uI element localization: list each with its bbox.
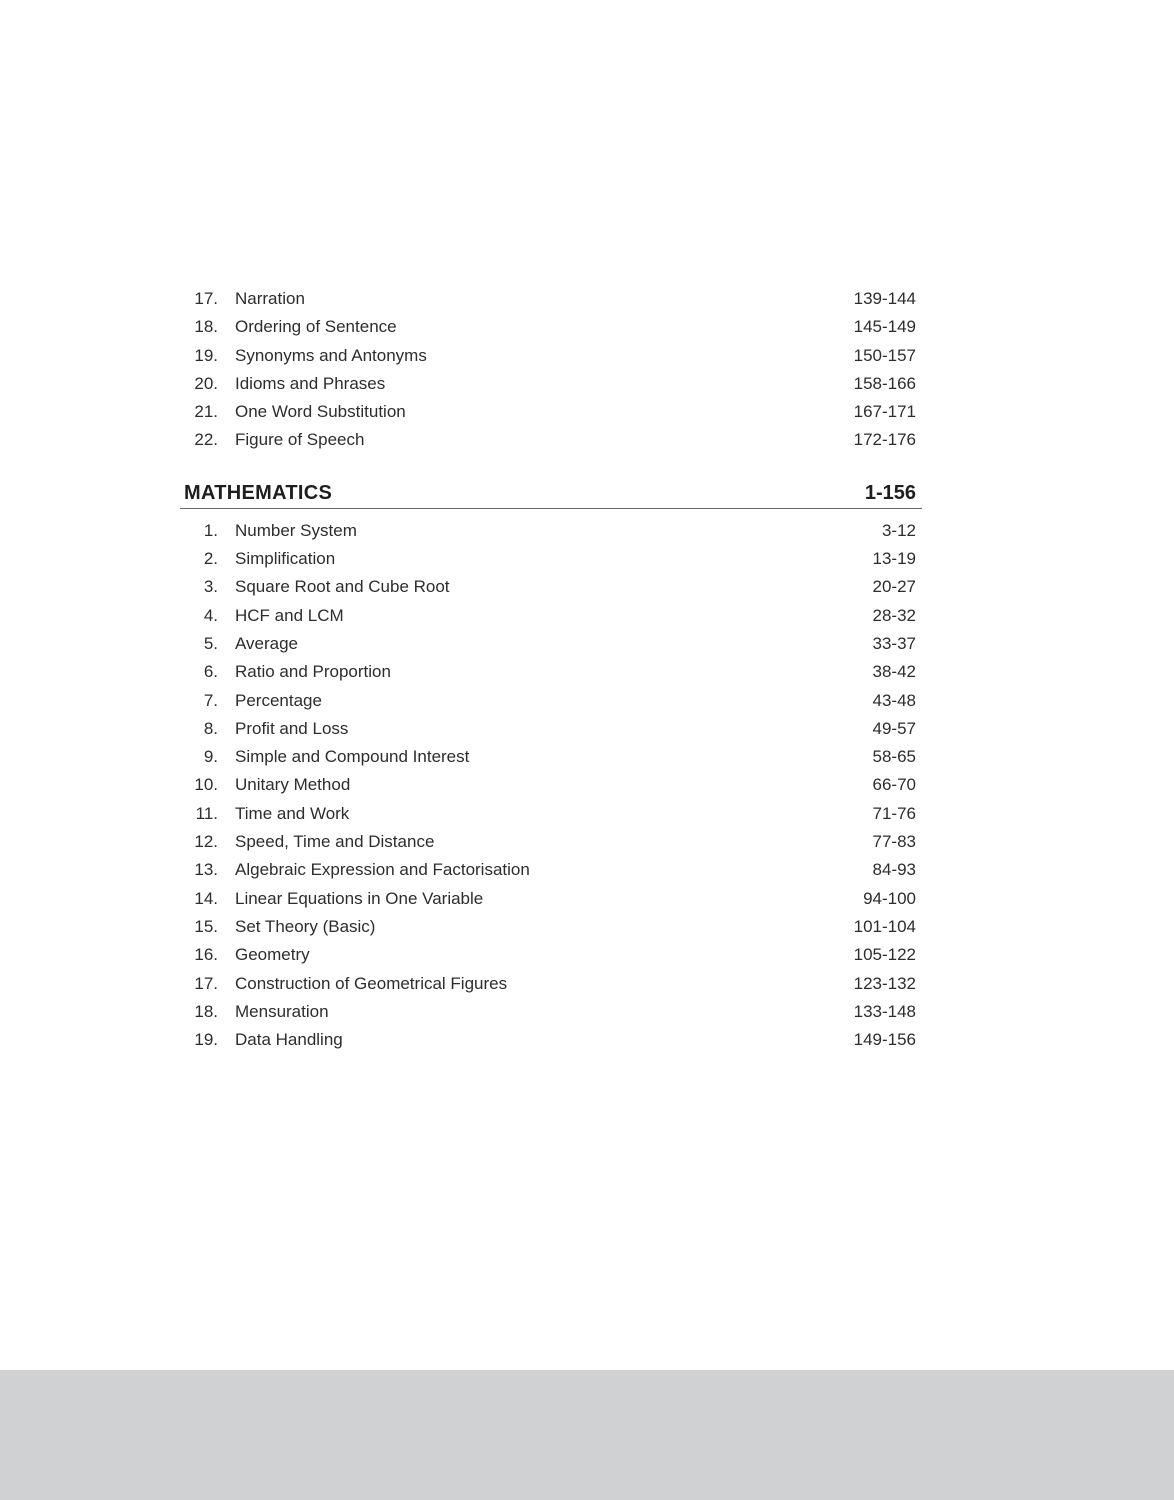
entry-pages: 3-12 xyxy=(881,520,916,540)
entry-title: Profit and Loss xyxy=(235,718,349,738)
entry-pages: 84-93 xyxy=(872,860,916,880)
entry-title: Algebraic Expression and Factorisation xyxy=(235,860,530,880)
entry-number: 20. xyxy=(194,373,218,393)
entry-number: 6. xyxy=(203,662,218,682)
entry-number: 13. xyxy=(194,860,218,880)
entry-pages: 145-149 xyxy=(853,317,916,337)
entry-number: 1. xyxy=(203,520,218,540)
entry-title: HCF and LCM xyxy=(235,605,344,625)
entry-title: Idioms and Phrases xyxy=(235,373,386,393)
toc-entry xyxy=(180,998,922,1026)
entry-pages: 28-32 xyxy=(872,605,916,625)
toc-entry xyxy=(180,573,922,601)
entry-pages: 43-48 xyxy=(872,690,916,710)
entry-number: 22. xyxy=(194,430,218,450)
entry-pages: 133-148 xyxy=(853,1001,916,1021)
entry-pages: 150-157 xyxy=(853,345,916,365)
entry-number: 2. xyxy=(203,549,218,569)
toc-entry xyxy=(180,426,922,454)
entry-number: 19. xyxy=(194,1030,218,1050)
table-of-contents xyxy=(180,285,922,1054)
entry-number: 10. xyxy=(194,775,218,795)
entry-title: Construction of Geometrical Figures xyxy=(235,973,508,993)
entry-title: Linear Equations in One Variable xyxy=(235,888,484,908)
entry-title: Set Theory (Basic) xyxy=(235,916,376,936)
entry-title: Figure of Speech xyxy=(235,430,365,450)
entry-pages: 49-57 xyxy=(872,718,916,738)
entry-number: 9. xyxy=(203,747,218,767)
previous-section-list xyxy=(180,285,922,455)
entry-title: Ordering of Sentence xyxy=(235,317,397,337)
toc-entry xyxy=(180,342,922,370)
toc-entry xyxy=(180,285,922,313)
entry-pages: 58-65 xyxy=(872,747,916,767)
toc-entry xyxy=(180,913,922,941)
entry-number: 3. xyxy=(203,577,218,597)
entry-pages: 13-19 xyxy=(872,549,916,569)
toc-entry xyxy=(180,687,922,715)
entry-title: Percentage xyxy=(235,690,322,710)
entry-pages: 105-122 xyxy=(853,945,916,965)
toc-entry xyxy=(180,517,922,545)
entry-pages: 20-27 xyxy=(872,577,916,597)
entry-title: Geometry xyxy=(235,945,310,965)
entry-title: Data Handling xyxy=(235,1030,343,1050)
toc-entry xyxy=(180,941,922,969)
entry-number: 7. xyxy=(203,690,218,710)
toc-entry xyxy=(180,398,922,426)
entry-title: Simplification xyxy=(235,549,336,569)
entry-number: 18. xyxy=(194,1001,218,1021)
toc-entry xyxy=(180,856,922,884)
entry-title: Simple and Compound Interest xyxy=(235,747,470,767)
entry-number: 17. xyxy=(194,289,218,308)
entry-number: 8. xyxy=(203,718,218,738)
entry-title: One Word Substitution xyxy=(235,402,406,422)
toc-entry xyxy=(180,885,922,913)
toc-entry xyxy=(180,715,922,743)
entry-pages: 167-171 xyxy=(853,402,916,422)
entry-number: 4. xyxy=(203,605,218,625)
entry-pages: 139-144 xyxy=(853,289,916,308)
entry-pages: 71-76 xyxy=(872,803,916,823)
entry-number: 16. xyxy=(194,945,218,965)
entry-pages: 33-37 xyxy=(872,633,916,653)
toc-entry xyxy=(180,545,922,573)
entry-number: 17. xyxy=(194,973,218,993)
toc-entry xyxy=(180,630,922,658)
toc-entry xyxy=(180,743,922,771)
entry-number: 19. xyxy=(194,345,218,365)
toc-entry xyxy=(180,828,922,856)
toc-entry xyxy=(180,370,922,398)
entry-number: 15. xyxy=(194,916,218,936)
entry-pages: 66-70 xyxy=(872,775,916,795)
toc-entry xyxy=(180,1026,922,1054)
toc-entry xyxy=(180,800,922,828)
entry-number: 14. xyxy=(194,888,218,908)
mathematics-section-list xyxy=(180,509,922,1055)
entry-title: Number System xyxy=(235,520,357,540)
toc-entry xyxy=(180,313,922,341)
entry-title: Synonyms and Antonyms xyxy=(235,345,427,365)
entry-pages: 101-104 xyxy=(853,916,916,936)
entry-number: 5. xyxy=(203,633,218,653)
entry-number: 21. xyxy=(194,402,218,422)
toc-entry xyxy=(180,970,922,998)
toc-entry xyxy=(180,658,922,686)
entry-title: Square Root and Cube Root xyxy=(235,577,450,597)
entry-title: Average xyxy=(235,633,299,653)
entry-pages: 158-166 xyxy=(853,373,916,393)
entry-title: Mensuration xyxy=(235,1001,329,1021)
toc-entry xyxy=(180,771,922,799)
entry-pages: 172-176 xyxy=(853,430,916,450)
entry-pages: 38-42 xyxy=(872,662,916,682)
section-pages: 1-156 xyxy=(864,481,916,504)
entry-title: Speed, Time and Distance xyxy=(235,832,435,852)
toc-entry xyxy=(180,602,922,630)
entry-pages: 94-100 xyxy=(863,888,916,908)
entry-title: Time and Work xyxy=(235,803,350,823)
entry-title: Ratio and Proportion xyxy=(235,662,391,682)
entry-pages: 77-83 xyxy=(872,832,916,852)
section-title: MATHEMATICS xyxy=(184,481,333,504)
section-heading-mathematics xyxy=(180,478,922,509)
entry-title: Unitary Method xyxy=(235,775,351,795)
entry-number: 18. xyxy=(194,317,218,337)
entry-title: Narration xyxy=(235,289,305,308)
entry-number: 12. xyxy=(194,832,218,852)
entry-number: 11. xyxy=(195,803,218,823)
entry-pages: 123-132 xyxy=(853,973,916,993)
entry-pages: 149-156 xyxy=(853,1030,916,1050)
footer-band xyxy=(0,1370,1174,1500)
